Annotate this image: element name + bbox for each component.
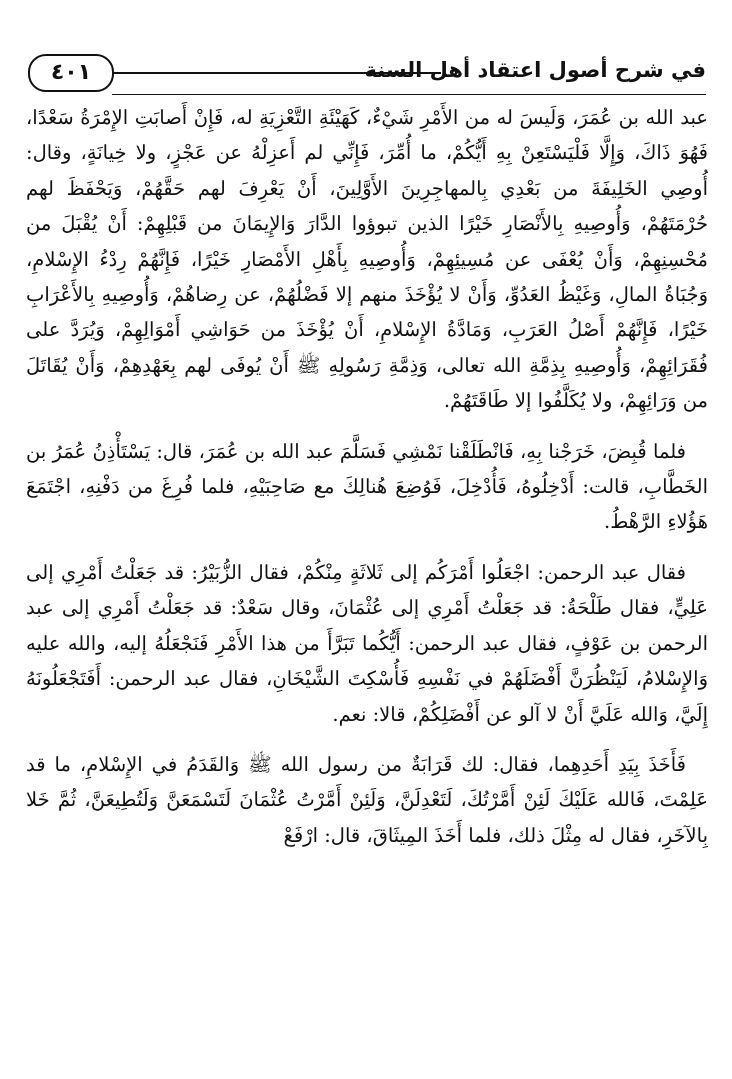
header-underline	[112, 94, 706, 95]
paragraph-1: عبد الله بن عُمَرَ، وَلَيسَ له من الأَمْرِ شَيْءٌ، كَهَيْئَةِ التَّعْزِيَةِ له، فَإِنْ أَصابَتِ الإِمْرَةُ سَعْدًا، فَهُوَ ذَاكَ، وَإِلَّا فَلْيَسْتَعِنْ بِهِ أَيُّكُمْ، ما أُمِّرَ، فَإِنِّي لم أَعزِلْهُ عن عَجْزٍ، ولا خِيانَةٍ، وقال: أُوصِي الخَلِيفَةَ من بَعْدِي بِالمهاجِرِينَ الأَوَّلِينَ، أَنْ يَعْرِفَ لهم حَقَّهُمْ، وَيَحْفَظَ لهم حُرْمَتَهُمْ، وَأُوصِيهِ بِالأَنْصَارِ خَيْرًا الذين تبوؤوا الدَّارَ وَالإِيمَانَ من قَبْلِهِمْ: أَنْ يُقْبَلَ من مُحْسِنِهِمْ، وَأَنْ يُعْفَى عن مُسِيئِهِمْ، وَأُوصِيهِ بِأَهْلِ الأَمْصَارِ خَيْرًا، فَإِنَّهُمْ رِدْءُ الإِسْلامِ، وَجُبَاةُ المالِ، وَغَيْظُ العَدُوِّ، وَأَنْ لا يُؤْخَذَ منهم إلا فَضْلُهُمْ، عن رِضاهُمْ، وَأُوصِيهِ بِالأَعْرَابِ خَيْرًا، فَإِنَّهُمْ أَصْلُ العَرَبِ، وَمَادَّةُ الإِسْلامِ، أَنْ يُؤْخَذَ من حَوَاشِي أَمْوَالِهِمْ، وَيُرَدَّ على فُقَرَائِهِمْ، وَأُوصِيهِ بِذِمَّةِ الله تعالى، وَذِمَّةِ رَسُولِهِ ﷺ أَنْ يُوفَى لهم بِعَهْدِهِمْ، وَأَنْ يُقَاتَلَ من وَرَائِهِمْ، ولا يُكَلَّفُوا إلا طَاقَتَهُمْ.	[26, 106, 708, 413]
page-number: ٤٠١	[28, 54, 114, 92]
paragraph-3: فقال عبد الرحمن: اجْعَلُوا أَمْرَكُم إلى ثَلاثَةٍ مِنْكُمْ، فقال الزُّبَيْرُ: قد جَعَلْتُ أَمْرِي إلى عَلِيٍّ، فقال طَلْحَةُ: قد جَعَلْتُ أَمْرِي إلى عُثْمَانَ، وقال سَعْدٌ: قد جَعَلْتُ أَمْرِي إلى عبد الرحمن بن عَوْفٍ، فقال عبد الرحمن: أَيُّكُما تَبَرَّأَ من هذا الأَمْرِ فَنَجْعَلُهُ إليه، والله عليه وَالإِسْلامُ، لَيَنْظُرَنَّ أَفْضَلَهُمْ في نَفْسِهِ فَأُسْكِتَ الشَّيْخَانِ، فقال عبد الرحمن: أَفَتَجْعَلُونَهُ إِلَيَّ، وَالله عَلَيَّ أَنْ لا آلو عن أَفْضَلِكُمْ، قالا: نعم.	[26, 560, 708, 726]
page-body	[26, 100, 708, 1070]
paragraph-gap	[26, 419, 708, 434]
paragraph-2: فلما قُبِضَ، خَرَجْنا بِهِ، فَانْطَلَقْنا نَمْشِي فَسَلَّمَ عبد الله بن عُمَرَ، قال: يَسْتَأْذِنُ عُمَرُ بن الخَطَّابِ، قالت: أَدْخِلُوهُ، فَأُدْخِلَ، فَوُضِعَ هُنالِكَ مع صَاحِبَيْهِ، فلما فُرِغَ من دَفْنِهِ، اجْتَمَعَ هَؤُلاءِ الرَّهْطُ.	[26, 439, 708, 534]
paragraph-gap	[26, 540, 708, 555]
page-header	[28, 50, 706, 100]
paragraph-gap	[26, 732, 708, 747]
running-title: في شرح أصول اعتقاد أهل السنة	[364, 58, 706, 82]
paragraph-4: فَأَخَذَ بِيَدِ أَحَدِهِما، فقال: لك قَرَابَةٌ من رسول الله ﷺ وَالقَدَمُ في الإِسْلامِ، ما قد عَلِمْتَ، فَالله عَلَيْكَ لَئِنْ أَمَّرْتُكَ، لَتَعْدِلَنَّ، وَلَئِنْ أَمَّرْتُ عُثْمَانَ لَتَسْمَعَنَّ وَلَتُطِيعَنَّ، ثُمَّ خَلا بِالآخَرِ، فقال له مِثْلَ ذلك، فلما أَخَذَ المِيثَاقَ، قال: ارْفَعْ	[26, 752, 708, 847]
